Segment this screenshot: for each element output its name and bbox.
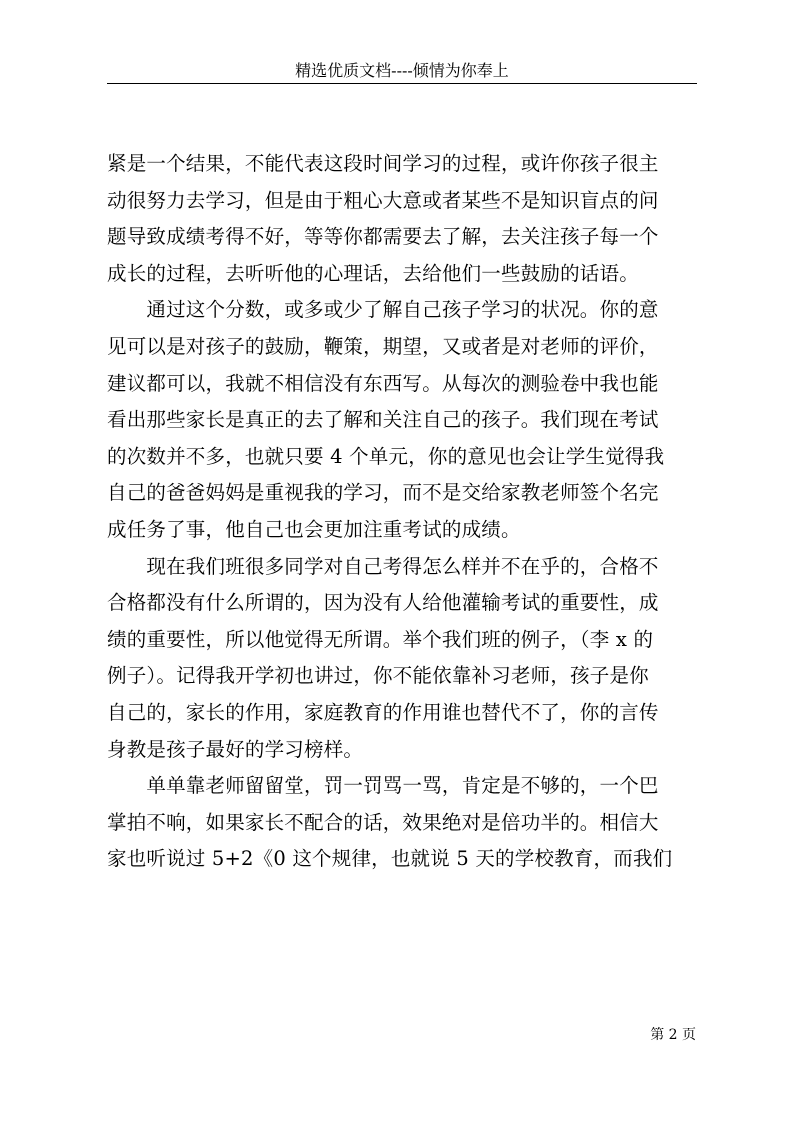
text-line: 的次数并不多，也就只要 4 个单元，你的意见也会让学生觉得我 xyxy=(107,444,665,468)
text-line: 例子）。记得我开学初也讲过，你不能依靠补习老师，孩子是你 xyxy=(107,664,649,688)
text-line: 单单靠老师留留堂，罚一罚骂一骂，肯定是不够的，一个巴 xyxy=(107,774,659,798)
text-line: 紧是一个结果，不能代表这段时间学习的过程，或许你孩子很主 xyxy=(107,152,659,175)
text-line: 通过这个分数，或多或少了解自己孩子学习的状况。你的意 xyxy=(107,298,659,322)
text-line: 家也听说过 5+2《0 这个规律，也就说 5 天的学校教育，而我们 xyxy=(107,847,673,871)
text-line: 自己的爸爸妈妈是重视我的学习，而不是交给家教老师签个名完 xyxy=(107,481,659,505)
text-line: 动很努力去学习，但是由于粗心大意或者某些不是知识盲点的问 xyxy=(107,188,659,212)
text-line: 成任务了事，他自己也会更加注重考试的成绩。 xyxy=(107,517,521,541)
page-footer xyxy=(620,1026,696,1044)
text-line: 见可以是对孩子的鼓励，鞭策，期望，又或者是对老师的评价， xyxy=(107,334,659,358)
page-header xyxy=(107,61,697,84)
text-line: 合格都没有什么所谓的，因为没有人给他灌输考试的重要性，成 xyxy=(107,591,659,615)
text-line: 看出那些家长是真正的去了解和关注自己的孩子。我们现在考试 xyxy=(107,408,659,432)
text-line: 掌拍不响，如果家长不配合的话，效果绝对是倍功半的。相信大 xyxy=(107,810,659,834)
text-line: 建议都可以，我就不相信没有东西写。从每次的测验卷中我也能 xyxy=(107,371,659,395)
text-line: 题导致成绩考得不好，等等你都需要去了解，去关注孩子每一个 xyxy=(107,225,659,249)
page-number: 第 2 页 xyxy=(650,1027,696,1043)
text-line: 现在我们班很多同学对自己考得怎么样并不在乎的，合格不 xyxy=(107,554,659,578)
text-line: 成长的过程，去听听他的心理话，去给他们一些鼓励的话语。 xyxy=(107,261,639,285)
header-title: 精选优质文档----倾情为你奉上 xyxy=(295,61,509,80)
text-line: 绩的重要性，所以他觉得无所谓。举个我们班的例子，（李 x 的 xyxy=(107,627,654,651)
text-line: 身教是孩子最好的学习榜样。 xyxy=(107,737,364,761)
text-line: 自己的，家长的作用，家庭教育的作用谁也替代不了，你的言传 xyxy=(107,700,659,724)
document-body xyxy=(107,146,699,878)
